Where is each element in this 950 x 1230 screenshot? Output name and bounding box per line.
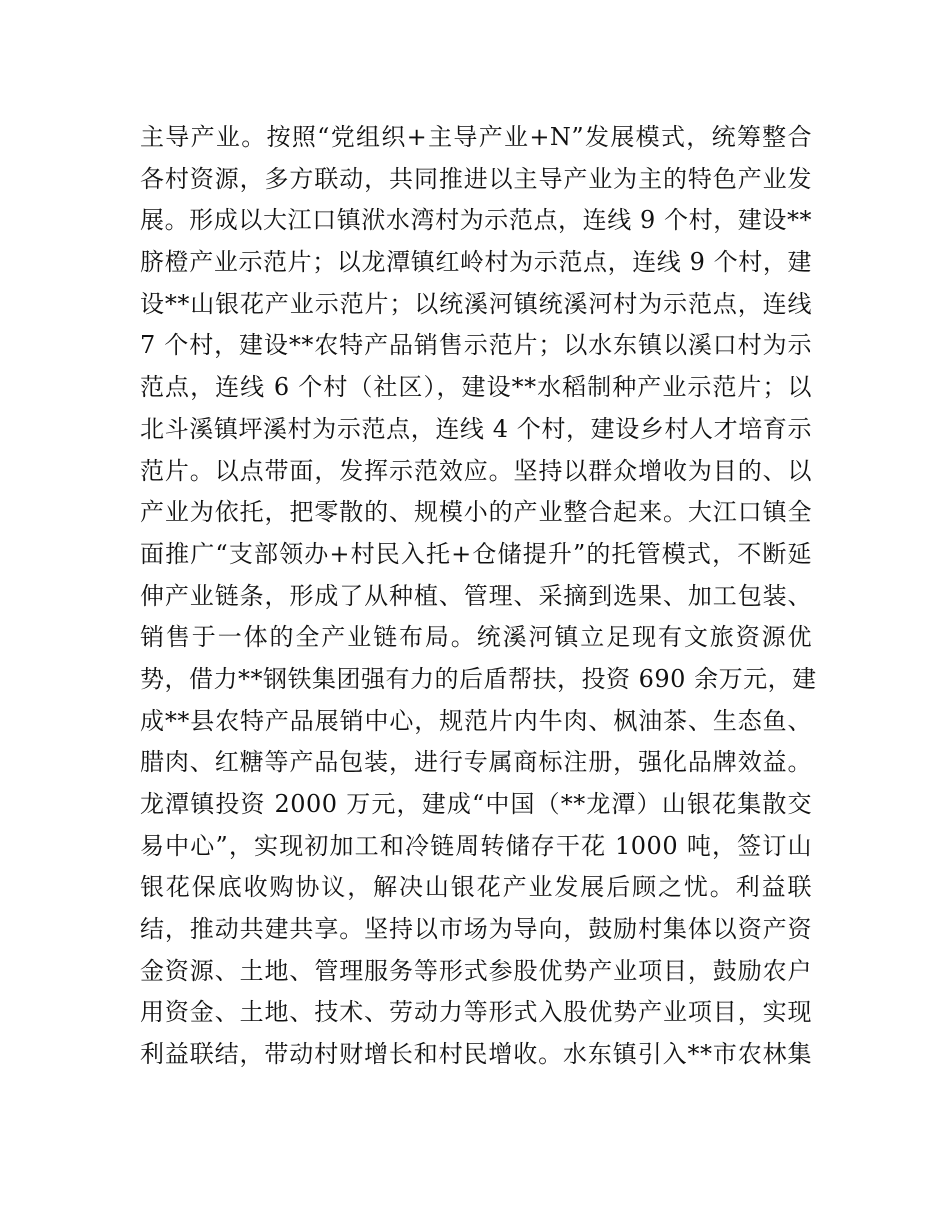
text-line: 势，借力**钢铁集团强有力的后盾帮扶，投资 690 余万元，建 [140, 664, 817, 693]
text-line: 脐橙产业示范片；以龙潭镇红岭村为示范点，连线 9 个村，建 [140, 248, 812, 277]
text-line: 主导产业。按照“党组织+主导产业+N”发展模式，统筹整合 [140, 123, 812, 151]
text-line: 伸产业链条，形成了从种植、管理、采摘到选果、加工包装、 [140, 581, 812, 610]
text-line: 范点，连线 6 个村（社区），建设**水稻制种产业示范片；以 [140, 373, 812, 402]
text-line: 各村资源，多方联动，共同推进以主导产业为主的特色产业发 [140, 164, 812, 193]
text-line: 龙潭镇投资 2000 万元，建成“中国（**龙潭）山银花集散交 [140, 790, 812, 818]
body-text [140, 117, 817, 1076]
text-line: 展。形成以大江口镇洑水湾村为示范点，连线 9 个村，建设** [140, 206, 812, 235]
text-line: 成**县农特产品展销中心，规范片内牛肉、枫油茶、生态鱼、 [140, 706, 812, 735]
text-line: 北斗溪镇坪溪村为示范点，连线 4 个村，建设乡村人才培育示 [140, 414, 812, 443]
text-line: 结，推动共建共享。坚持以市场为导向，鼓励村集体以资产资 [140, 915, 812, 944]
text-line: 用资金、土地、技术、劳动力等形式入股优势产业项目，实现 [140, 998, 812, 1027]
text-line: 7 个村，建设**农特产品销售示范片；以水东镇以溪口村为示 [140, 331, 812, 360]
text-line: 银花保底收购协议，解决山银花产业发展后顾之忧。利益联 [140, 873, 812, 902]
text-line: 易中心”，实现初加工和冷链周转储存干花 1000 吨，签订山 [140, 831, 812, 860]
text-line: 面推广“支部领办+村民入托+仓储提升”的托管模式，不断延 [140, 539, 812, 568]
text-line: 销售于一体的全产业链布局。统溪河镇立足现有文旅资源优 [140, 623, 812, 652]
text-line: 设**山银花产业示范片；以统溪河镇统溪河村为示范点，连线 [140, 289, 812, 318]
text-line: 金资源、土地、管理服务等形式参股优势产业项目，鼓励农户 [140, 956, 812, 985]
text-line: 产业为依托，把零散的、规模小的产业整合起来。大江口镇全 [140, 498, 812, 527]
text-line: 利益联结，带动村财增长和村民增收。水东镇引入**市农林集 [140, 1040, 812, 1069]
text-line: 腊肉、红糖等产品包装，进行专属商标注册，强化品牌效益。 [140, 748, 812, 777]
text-line: 范片。以点带面，发挥示范效应。坚持以群众增收为目的、以 [140, 456, 812, 485]
